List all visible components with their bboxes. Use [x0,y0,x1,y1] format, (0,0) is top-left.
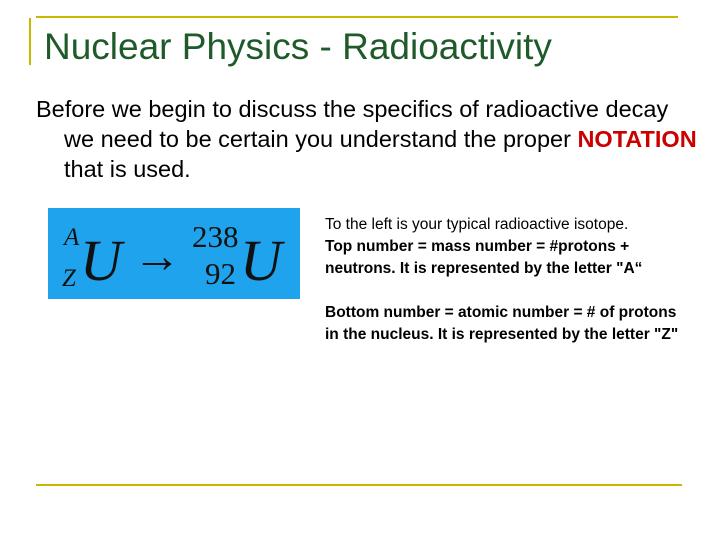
left-atomic-number: Z [62,265,76,292]
left-rule [29,18,31,65]
top-rule [36,16,678,18]
description-isotope: To the left is your typical radioactive isotope. [325,216,629,233]
left-element-symbol: U [80,228,122,293]
right-atomic-number: 92 [205,256,236,291]
notation-diagram [48,208,300,299]
reaction-arrow: → [133,230,181,283]
description-atomic-number: Bottom number = atomic number = # of protons in the nucleus. It is represented by the letter "Z" [325,304,679,343]
intro-text-after: that is used. [64,156,191,182]
intro-text-before: Before we begin to discuss the specifics of radioactive decay we need to be certain you understand the proper [36,96,669,152]
right-mass-number: 238 [192,219,239,254]
notation-highlight: NOTATION [577,126,697,152]
slide-title: Nuclear Physics - Radioactivity [44,26,552,67]
description-text [325,214,685,346]
left-mass-number: A [64,224,80,251]
description-spacer [325,280,685,302]
bottom-rule [36,484,682,486]
right-element-symbol: U [240,228,282,293]
intro-paragraph [36,94,704,184]
notation-image [48,208,300,299]
description-mass-number: Top number = mass number = #protons + neutrons. It is represented by the letter "A“ [325,238,643,277]
